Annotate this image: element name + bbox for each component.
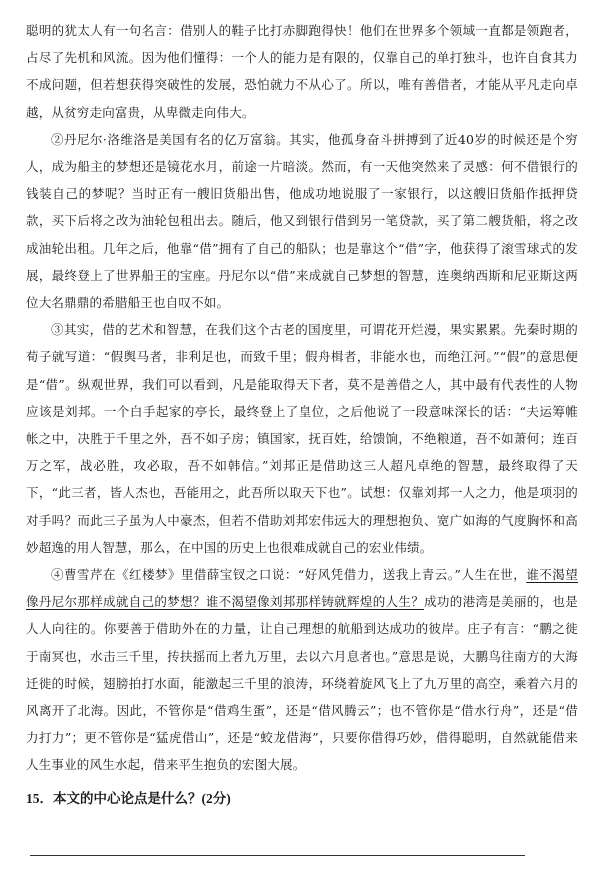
paragraph-1-continuation: 聪明的犹太人有一句名言：借别人的鞋子比打赤脚跑得快！他们在世界多个领域一直都是领跑者，占尽了先机和风流。因为他们懂得：一个人的能力是有限的，仅靠自己的单打独斗，也许自食其力不成问题，但若想获得突破性的发展，恐怕就力不从心了。所以，唯有善借者，才能从平凡走向卓越，从贫穷走向富贵，从卑微走向伟大。 — [26, 23, 578, 120]
underlined-sentence: 谁不渴望像丹尼尔那样成就自己的梦想？谁不渴望像刘邦那样铸就辉煌的人生？ — [26, 567, 578, 610]
answer-line[interactable] — [30, 855, 525, 856]
paragraph-4 — [26, 561, 578, 779]
question-15: 15．本文的中心论点是什么？(2分) — [26, 790, 231, 806]
paragraph-3: ③其实，借的艺术和智慧，在我们这个古老的国度里，可谓花开烂漫，果实累累。先秦时期的荀子就写道：“假舆马者，非利足也，而致千里；假舟楫者，非能水也，而绝江河。”“假”的意思便是“借”。纵观世界，我们可以看到，凡是能取得天下者，莫不是善借之人，其中最有代表性的人物应该是刘邦。一个白手起家的亭长，最终登上了皇位，之后他说了一段意味深长的话：“夫运筹帷帐之中，决胜于千里之外，吾不如子房；镇国家，抚百姓，给馈饷，不绝粮道，吾不如萧何；连百万之军，战必胜，攻必取，吾不如韩信。”刘邦正是借助这三人超凡卓绝的智慧，最终取得了天下，“此三者，皆人杰也，吾能用之，此吾所以取天下也”。试想：仅靠刘邦一人之力，他是项羽的对手吗？而此三子虽为人中豪杰，但若不借助刘邦宏伟远大的理想抱负、宽广如海的气度胸怀和高妙超逸的用人智慧，那么，在中国的历史上也很难成就自己的宏业伟绩。 — [26, 322, 578, 555]
paragraph-4-rest: 成功的港湾是美丽的，也是人人向往的。你要善于借助外在的力量，让自己理想的航船到达成功的彼岸。庄子有言：“鹏之徙于南冥也，水击三千里，抟扶摇而上者九万里，去以六月息者也。”意思是说，大鹏鸟往南方的大海迁徙的时候，翅膀拍打水面，能激起三千里的浪涛，环绕着旋风飞上了九万里的高空，乘着六月的风离开了北海。因此，不管你是“借鸡生蛋”，还是“借风腾云”；也不管你是“借水行舟”，还是“借力打力”；更不管你是“猛虎借山”，还是“蛟龙借海”，只要你借得巧妙，借得聪明，自然就能借来人生事业的风生水起，借来平生抱负的宏图大展。 — [26, 594, 579, 773]
paragraph-4-lead: ④曹雪芹在《红楼梦》里借薛宝钗之口说：“好风凭借力，送我上青云。”人生在世， — [51, 567, 527, 583]
paragraph-2: ②丹尼尔·洛维洛是美国有名的亿万富翁。其实，他孤身奋斗拼搏到了近40岁的时候还是个穷人，成为船主的梦想还是镜花水月，前途一片暗淡。然而，有一天他突然来了灵感：何不借银行的钱装自己的梦呢？当时正有一艘旧货船出售，他成功地说服了一家银行，以这艘旧货船作抵押贷款，买下后将之改为油轮包租出去。随后，他又到银行借到另一笔贷款，买了第二艘货船，将之改成油轮出租。几年之后，他靠“借”拥有了自己的船队；也是靠这个“借”字，他获得了滚雪球式的发展，最终登上了世界船王的宝座。丹尼尔以“借”来成就自己梦想的智慧，连奥纳西斯和尼亚斯这两位大名鼎鼎的希腊船王也自叹不如。 — [26, 131, 578, 311]
